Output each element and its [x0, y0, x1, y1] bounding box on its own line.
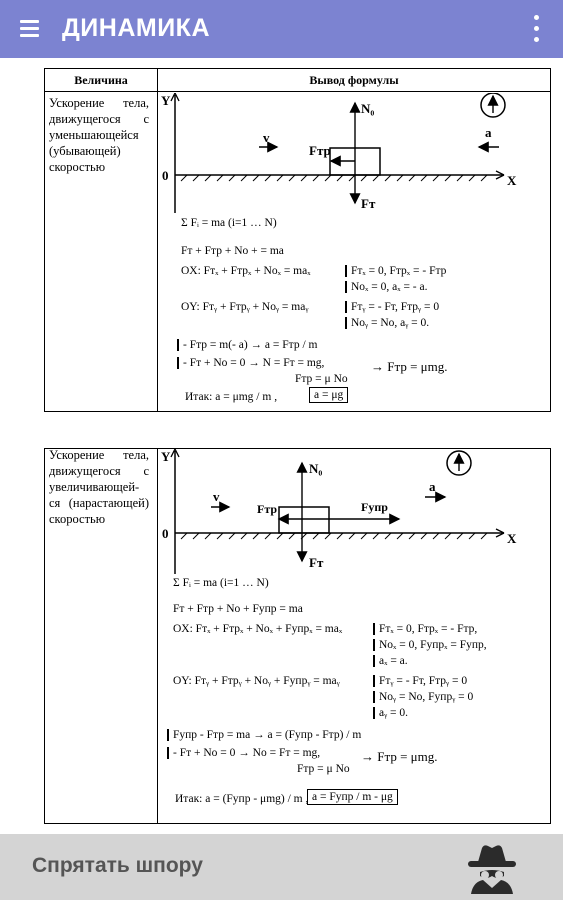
quantity-label: Ускорение тела, движущегося с увеличивающей-ся (нарастающей) скоростью	[49, 448, 149, 526]
formula-table-accelerating	[44, 448, 551, 824]
menu-icon[interactable]	[20, 17, 42, 41]
ftr-label: Fтр	[257, 502, 278, 516]
bottom-bar	[0, 834, 563, 900]
y-axis-label: Y	[161, 93, 171, 108]
eq-ox-result-2: Noₓ = 0, aₓ = - a.	[345, 281, 428, 293]
eq-ox-result-1: Fтₓ = 0, Fтрₓ = - Fтр	[345, 265, 446, 277]
eq-vector: Fт + Fтр + No + Fупр = ma	[173, 603, 303, 615]
header-formula: Вывод формулы	[309, 73, 399, 87]
eq-oy: OY: Fтᵧ + Fтрᵧ + Noᵧ + Fупрᵧ = maᵧ	[173, 675, 340, 687]
eq-oy-result-3: aᵧ = 0.	[373, 707, 408, 719]
ft-label: Fт	[361, 196, 376, 211]
spy-icon[interactable]	[465, 842, 519, 894]
body-block	[279, 507, 329, 533]
n0-label: N₀	[361, 101, 375, 116]
x-axis-label: X	[507, 531, 517, 546]
origin-label: 0	[162, 526, 169, 541]
v-label: v	[213, 489, 220, 504]
column-divider	[157, 69, 158, 411]
page-title: ДИНАМИКА	[62, 14, 210, 42]
system-result: → Fтр = μmg.	[361, 749, 438, 764]
result-text: Итак: a = (Fупр - μmg) / m ,	[175, 793, 309, 805]
ft-label: Fт	[309, 555, 324, 570]
eq-oy-result-2: Noᵧ = No, aᵧ = 0.	[345, 317, 429, 329]
result-box: a = μg	[309, 387, 348, 403]
eq-ox-result-2: Noₓ = 0, Fупрₓ = Fупр,	[373, 639, 487, 651]
origin-label: 0	[162, 168, 169, 183]
system-eq-3: Fтр = μ No	[295, 373, 348, 385]
system-eq-2: - Fт + No = 0 → No = Fт = mg,	[167, 747, 320, 759]
system-eq-1: - Fтр = m(- a) → a = Fтр / m	[177, 339, 317, 351]
force-diagram	[159, 449, 547, 574]
x-axis-label: X	[507, 173, 517, 188]
eq-oy-result-2: Noᵧ = No, Fупрᵧ = 0	[373, 691, 473, 703]
eq-sum: Σ Fᵢ = ma (i=1 … N)	[181, 217, 277, 229]
fupr-label: Fупр	[361, 500, 388, 514]
eq-ox-result-3: aₓ = a.	[373, 655, 408, 667]
y-axis-label: Y	[161, 449, 171, 464]
system-result: → Fтр = μmg.	[371, 359, 448, 374]
column-divider	[157, 449, 158, 823]
a-label: a	[429, 479, 436, 494]
ftr-label: Fтр	[309, 143, 331, 158]
result-text: Итак: a = μmg / m ,	[185, 391, 278, 403]
n0-label: N₀	[309, 461, 323, 476]
cheat-sheet-content[interactable]	[0, 58, 563, 834]
hide-cheatsheet-button[interactable]: Спрятать шпору	[32, 854, 203, 877]
quantity-label: Ускорение тела, движущегося с уменьшающейся (убывающей) скоростью	[49, 96, 149, 174]
eq-oy-result-1: Fтᵧ = - Fт, Fтрᵧ = 0	[345, 301, 439, 313]
force-diagram	[159, 93, 547, 213]
eq-ox-result-1: Fтₓ = 0, Fтрₓ = - Fтр,	[373, 623, 477, 635]
system-eq-1: Fупр - Fтр = ma → a = (Fупр - Fтр) / m	[167, 729, 361, 741]
eq-oy-result-1: Fтᵧ = - Fт, Fтрᵧ = 0	[373, 675, 467, 687]
eq-sum: Σ Fᵢ = ma (i=1 … N)	[173, 577, 269, 589]
system-eq-3: Fтр = μ No	[297, 763, 350, 775]
v-label: v	[263, 130, 270, 145]
eq-oy: OY: Fтᵧ + Fтрᵧ + Noᵧ = maᵧ	[181, 301, 309, 313]
eq-ox: OX: Fтₓ + Fтрₓ + Noₓ + Fупрₓ = maₓ	[173, 623, 343, 635]
eq-vector: Fт + Fтр + No + = ma	[181, 245, 284, 257]
system-eq-2: - Fт + No = 0 → N = Fт = mg,	[177, 357, 324, 369]
more-options-icon[interactable]	[533, 14, 541, 44]
eq-ox: OX: Fтₓ + Fтрₓ + Noₓ = maₓ	[181, 265, 311, 277]
table-header	[45, 69, 550, 92]
a-label: a	[485, 125, 492, 140]
result-box: a = Fупр / m - μg	[307, 789, 398, 805]
header-quantity: Величина	[74, 73, 128, 87]
app-bar	[0, 0, 563, 58]
formula-table-decelerating	[44, 68, 551, 412]
